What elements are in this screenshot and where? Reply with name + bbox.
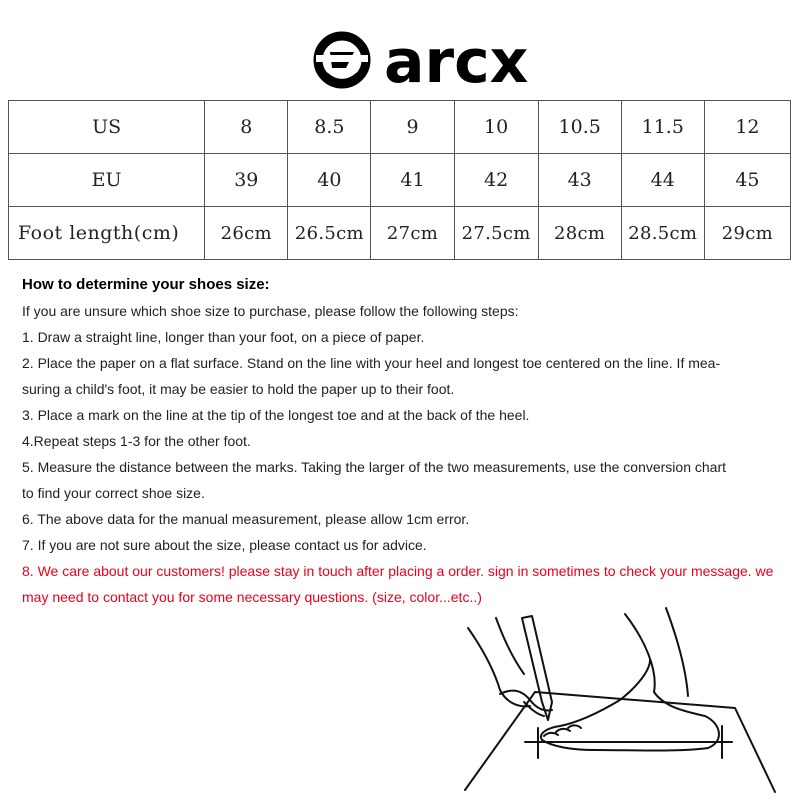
instruction-line: 3. Place a mark on the line at the tip of the longest toe and at the back of the heel. [22,407,530,423]
table-cell: 29cm [704,207,790,260]
brand-logo [312,22,572,98]
foot-measurement-icon [460,600,800,800]
instruction-line: 5. Measure the distance between the marks. Taking the larger of the two measurements, use the conversion chart [22,459,727,475]
table-cell: 11.5 [621,101,704,154]
row-label-eu: EU [9,154,205,207]
table-cell: 27cm [371,207,454,260]
table-cell: 42 [454,154,538,207]
table-cell: 12 [704,101,790,154]
instruction-line: 7. If you are not sure about the size, please contact us for advice. [22,537,427,553]
table-cell: 27.5cm [454,207,538,260]
table-cell: 26.5cm [288,207,371,260]
instruction-line: 6. The above data for the manual measurement, please allow 1cm error. [22,511,470,527]
table-cell: 26cm [205,207,288,260]
size-chart-table [8,100,791,260]
notice-line: 8. We care about our customers! please stay in touch after placing a order. sign in sometimes to check your message. we [22,563,774,579]
table-cell: 41 [371,154,454,207]
instruction-line: suring a child's foot, it may be easier to hold the paper up to their foot. [22,381,455,397]
instruction-line: 2. Place the paper on a flat surface. Stand on the line with your heel and longest toe centered on the line. If mea- [22,355,721,371]
table-cell: 44 [621,154,704,207]
table-cell: 39 [205,154,288,207]
table-cell: 28cm [538,207,621,260]
table-row-us [9,101,791,154]
table-cell: 45 [704,154,790,207]
row-label-us: US [9,101,205,154]
table-cell: 8.5 [288,101,371,154]
table-cell: 40 [288,154,371,207]
table-cell: 8 [205,101,288,154]
table-cell: 10.5 [538,101,621,154]
brand-wordmark: arcx [384,27,529,97]
table-cell: 10 [454,101,538,154]
instruction-line: to find your correct shoe size. [22,485,205,501]
table-cell: 9 [371,101,454,154]
brand-mark-icon [316,36,368,84]
table-cell: 43 [538,154,621,207]
instructions-heading: How to determine your shoes size: [22,276,270,293]
table-cell: 28.5cm [621,207,704,260]
instruction-line: If you are unsure which shoe size to purchase, please follow the following steps: [22,303,519,319]
row-label-foot-length: Foot length(cm) [9,207,205,260]
instruction-line: 4.Repeat steps 1-3 for the other foot. [22,433,251,449]
table-row-eu [9,154,791,207]
instructions-section [22,272,792,610]
notice-line: may need to contact you for some necessary questions. (size, color...etc..) [22,589,482,605]
table-row-foot-length [9,207,791,260]
instruction-line: 1. Draw a straight line, longer than your foot, on a piece of paper. [22,329,425,345]
